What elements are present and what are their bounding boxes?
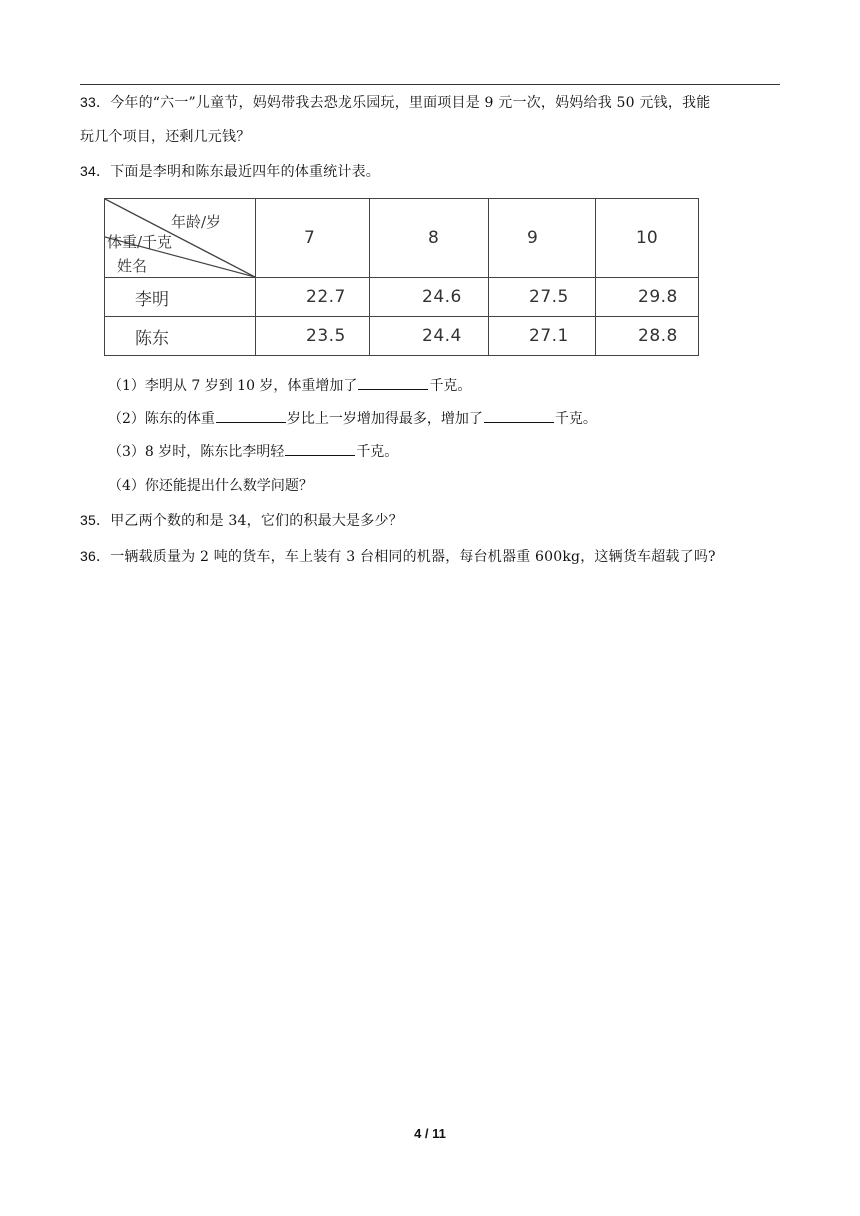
sub-question-text: （1）李明从 7 岁到 10 岁，体重增加了 [108,378,358,394]
weight-table [104,198,699,356]
question-number: 34． [80,163,111,179]
sub-question-text: （4）你还能提出什么数学问题？ [108,478,313,494]
table-cell: 28.8 [596,317,699,356]
table-row [105,317,699,356]
age-header-10: 10 [596,199,699,278]
sub-question-3 [108,441,768,463]
answer-blank[interactable] [358,375,428,390]
header-rule [80,84,780,85]
question-text: 甲乙两个数的和是 34，它们的积最大是多少？ [110,513,403,529]
sub-question-text: 千克。 [554,411,597,427]
question-number: 33． [80,94,111,110]
question-number: 36． [80,548,111,564]
table-cell: 27.1 [489,317,596,356]
answer-blank[interactable] [216,408,286,423]
table-cell: 29.8 [596,278,699,317]
question-36 [80,545,780,568]
table-cell: 23.5 [256,317,370,356]
row-name-liming: 李明 [105,278,256,317]
corner-label-name: 姓名 [117,257,148,275]
table-cell: 24.4 [370,317,489,356]
question-text: 一辆载质量为 2 吨的货车，车上装有 3 台相同的机器，每台机器重 600kg，这辆货车超载了吗? [110,549,716,565]
table-cell: 24.6 [370,278,489,317]
page-number: 4 / 11 [414,1126,446,1141]
question-number: 35． [80,512,111,528]
row-name-chendong: 陈东 [105,317,256,356]
sub-question-text: （2）陈东的体重 [108,411,215,427]
sub-question-text: 千克。 [356,444,399,460]
sub-question-text: （3）8 岁时，陈东比李明轻 [108,444,285,460]
sub-question-text: 千克。 [429,378,472,394]
question-35 [80,509,780,532]
sub-question-4 [108,475,768,497]
table-row [105,278,699,317]
corner-label-weight: 体重/千克 [107,233,173,251]
corner-label-age: 年龄/岁 [171,213,222,231]
question-34 [80,160,780,183]
question-text-line1: 今年的“六一”儿童节，妈妈带我去恐龙乐园玩，里面项目是 9 元一次，妈妈给我 50 元钱，我能 [110,95,711,111]
table-cell: 22.7 [256,278,370,317]
question-text-line2: 玩几个项目，还剩几元钱？ [80,129,251,145]
age-header-8: 8 [370,199,489,278]
diagonal-header-cell [105,199,256,278]
sub-question-text: 岁比上一岁增加得最多，增加了 [286,411,483,427]
question-33 [80,91,780,114]
question-text: 下面是李明和陈东最近四年的体重统计表。 [110,164,380,180]
sub-question-1 [108,375,768,397]
age-header-9: 9 [489,199,596,278]
sub-question-2 [108,408,768,430]
answer-blank[interactable] [285,441,355,456]
question-33-continued [80,126,780,148]
answer-blank[interactable] [484,408,554,423]
table-cell: 27.5 [489,278,596,317]
age-header-7: 7 [256,199,370,278]
table-header-row [105,199,699,278]
